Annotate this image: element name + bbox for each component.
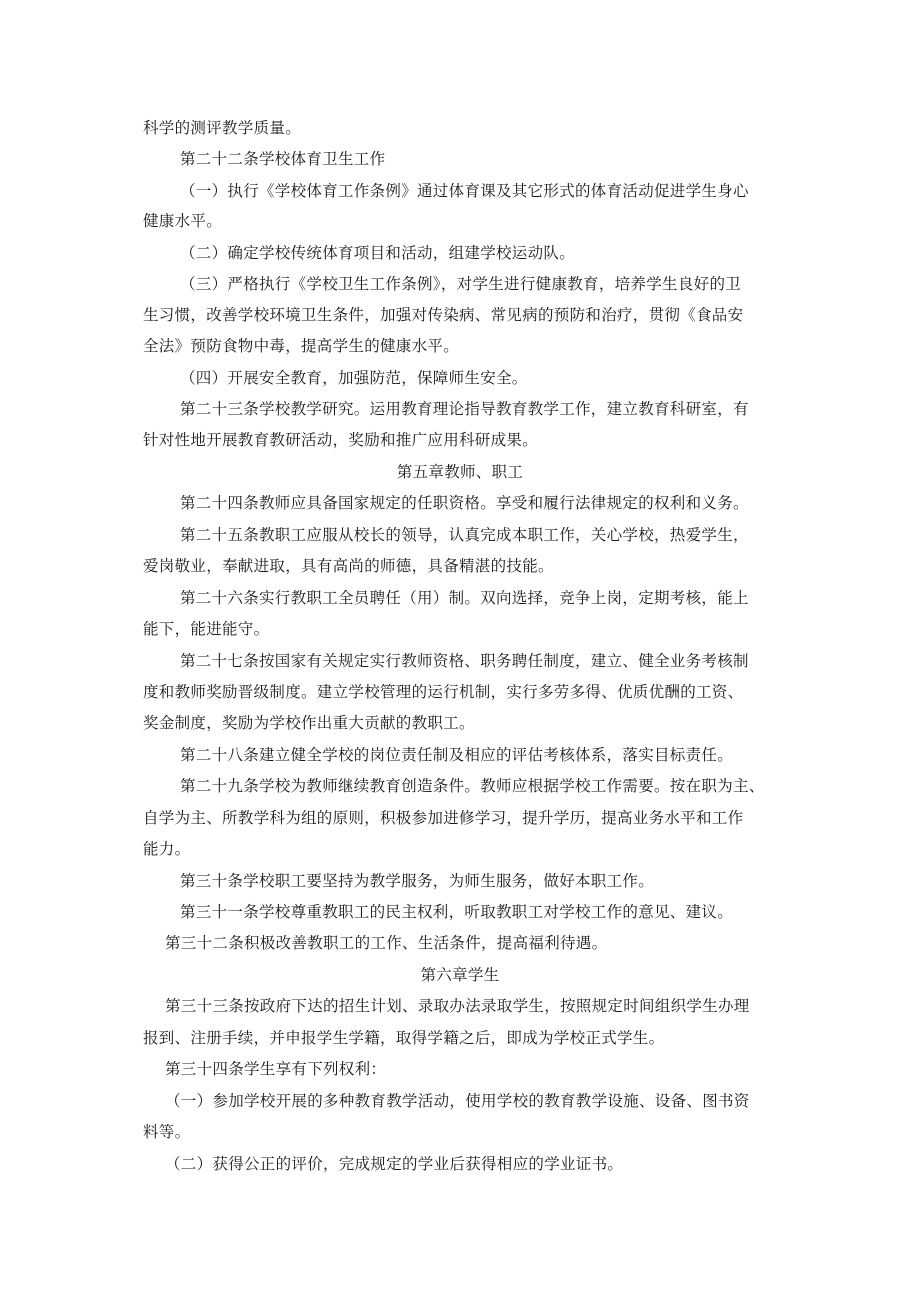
text-line: 奖金制度，奖励为学校作出重大贡献的教职工。: [143, 714, 475, 732]
text-line: 第二十六条实行教职工全员聘任（用）制。双向选择，竞争上岗，定期考核，能上: [180, 589, 749, 607]
text-line: 能力。: [143, 840, 191, 858]
text-line: 第二十八条建立健全学校的岗位责任制及相应的评估考核体系，落实目标责任。: [180, 746, 734, 764]
text-line: 报到、注册手续，并申报学生学籍，取得学籍之后，即成为学校正式学生。: [143, 1029, 665, 1047]
text-line: 第三十三条按政府下达的招生计划、录取办法录取学生，按照规定时间组织学生办理: [165, 997, 750, 1015]
article-heading: 第二十二条学校体育卫生工作: [180, 150, 386, 168]
text-line: 第二十四条教师应具备国家规定的任职资格。享受和履行法律规定的权利和义务。: [180, 494, 749, 512]
text-line: （一）执行《学校体育工作条例》通过体育课及其它形式的体育活动促进学生身心: [180, 182, 749, 200]
text-line: 第三十条学校职工要坚持为教学服务，为师生服务，做好本职工作。: [180, 872, 655, 890]
text-line: 料等。: [143, 1123, 191, 1141]
chapter-heading: 第六章学生: [420, 966, 500, 984]
text-line: （二）获得公正的评价，完成规定的学业后获得相应的学业证书。: [165, 1155, 624, 1173]
text-line: 第二十三条学校教学研究。运用教育理论指导教育教学工作，建立教育科研室，有: [180, 400, 749, 418]
text-line: 度和教师奖励晋级制度。建立学校管理的运行机制，实行多劳多得、优质优酬的工资、: [143, 683, 744, 701]
text-line: 爱岗敬业，奉献进取，具有高尚的师德，具备精湛的技能。: [143, 557, 554, 575]
text-line: 生习惯，改善学校环境卫生条件，加强对传染病、常见病的预防和治疗，贯彻《食品安: [143, 306, 744, 324]
text-line: （四）开展安全教育，加强防范，保障师生安全。: [180, 369, 528, 387]
text-line: 全法》预防食物中毒，提高学生的健康水平。: [143, 337, 460, 355]
text-line: （一）参加学校开展的多种教育教学活动，使用学校的教育教学设施、设备、图书资: [165, 1092, 750, 1110]
text-line: 第三十一条学校尊重教职工的民主权利，听取教职工对学校工作的意见、建议。: [180, 903, 734, 921]
text-line: 自学为主、所教学科为组的原则，积极参加进修学习，提升学历，提高业务水平和工作: [143, 809, 744, 827]
text-line: 健康水平。: [143, 212, 223, 230]
text-line: 第三十二条积极改善教职工的工作、生活条件，提高福利待遇。: [165, 934, 608, 952]
chapter-heading: 第五章教师、职工: [396, 463, 524, 481]
text-line: 能下，能进能守。: [143, 620, 270, 638]
text-line: （三）严格执行《学校卫生工作条例》，对学生进行健康教育，培养学生良好的卫: [180, 275, 742, 293]
text-line: 第二十七条按国家有关规定实行教师资格、职务聘任制度，建立、健全业务考核制: [180, 652, 749, 670]
text-line: 针对性地开展教育教研活动，奖励和推广应用科研成果。: [143, 431, 539, 449]
text-line: 第二十五条教职工应服从校长的领导，认真完成本职工作，关心学校，热爱学生，: [180, 526, 749, 544]
text-line: 第三十四条学生享有下列权利：: [165, 1060, 387, 1078]
text-line: 第二十九条学校为教师继续教育创造条件。教师应根据学校工作需要。按在职为主、: [180, 777, 765, 795]
text-line: （二）确定学校传统体育项目和活动，组建学校运动队。: [180, 244, 576, 262]
text-line: 科学的测评教学质量。: [143, 119, 302, 137]
